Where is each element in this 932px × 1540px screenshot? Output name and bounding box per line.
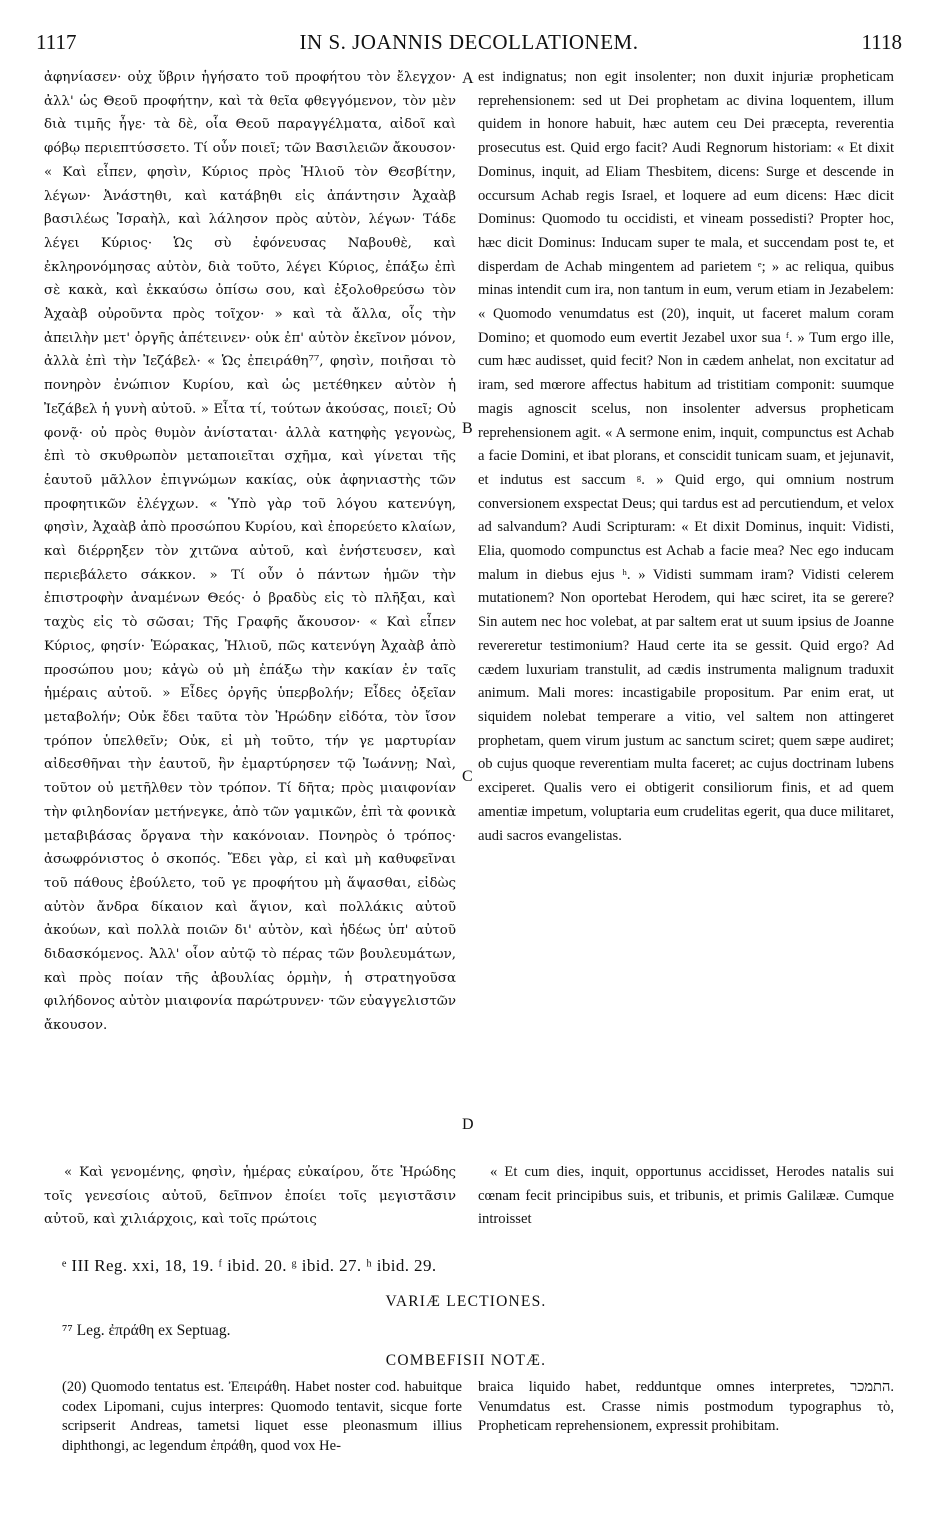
- margin-mark-b: B: [462, 420, 473, 437]
- running-header: [36, 30, 902, 56]
- notes-column-right: braica liquido habet, redduntque omnes interpretes, התמכר. Venumdatus est. Crasse nimis postmodum typographus τὸ, Propheticam reprehensionem, expressit prohibitam.: [478, 1379, 894, 1435]
- greek-column: ἀφηνίασεν· οὐχ ὕβριν ἡγήσατο τοῦ προφήτου τὸν ἔλεγχον· ἀλλ' ὡς Θεοῦ προφήτην, καὶ τὰ θεῖα φθεγγόμενον, τὸν μὲν διὰ τιμῆς ἦγε· τὰ δὲ, οἷα Θεοῦ παραγγέλματα, αἰδοῖ καὶ φόβῳ περιεπτύσσετο. Τί οὖν ποιεῖ; τῶν Βασιλειῶν ἄκουσον· « Καὶ εἶπεν, φησὶν, Κύριος πρὸς Ἠλιοῦ τὸν Θεσβίτην, λέγων· Ἀνάστηθι, καὶ κατάβηθι εἰς ἀπάντησιν Ἀχαὰβ βασιλέως Ἰσραὴλ, καὶ λάλησον πρὸς αὐτὸν, λέγων· Τάδε λέγει Κύριος· Ὡς σὺ ἐφόνευσας Ναβουθὲ, καὶ ἐκληρονόμησας αὐτὸν, διὰ τοῦτο, λέγει Κύριος, ἐπάξω ἐπὶ σὲ κακὰ, καὶ ἐκκαύσω ὀπίσω σου, καὶ ἐξολοθρεύσω τὸν Ἀχαὰβ οὐροῦντα πρὸς τοῖχον· » καὶ τὰ ἄλλα, οἷς τὴν ἀπειλὴν μετ' ὀργῆς ἀπέτεινεν· οὐκ ἐπ' αὐτὸν ἐκεῖνον μόνον, ἀλλὰ ἐπὶ τὴν Ἰεζάβελ· « Ὡς ἐπειράθη⁷⁷, φησὶν, ποιῆσαι τὸ πονηρὸν ἐνώπιον Κυρίου, καὶ ὡς μετέθηκεν αὐτὸν ἡ Ἰεζάβελ ἡ γυνὴ αὐτοῦ. » Εἶτα τί, τούτων ἀκούσας, ποιεῖ; Οὐ φονᾷ· οὐ πρὸς θυμὸν ἀνίσταται· ἀλλὰ κατηφὴς γεγονὼς, ἐπὶ τὸ σκυθρωπὸν μεταποιεῖται σχῆμα, καὶ γίνεται τῆς ἑαυτοῦ μᾶλλον ἐπιγνώμων κακίας, οὐκ ἀφηνιαστὴς τῶν προφητικῶν ἐλέγχων. « Ὑπὸ γὰρ τοῦ λόγου κατενύγη, φησὶν, Ἀχαὰβ ἀπὸ προσώπου Κυρίου, καὶ ἐπορεύετο κλαίων, καὶ διέρρηξεν τὸν χιτῶνα αὐτοῦ, καὶ ἐνήστευσεν, καὶ περιεβάλετο σάκκον. » Τί οὖν ὁ πάντων ἡμῶν τὴν ἐπιστροφὴν ἀναμένων Θεός· ὁ βραδὺς εἰς τὸ πλῆξαι, καὶ ταχὺς εἰς τὸ σῶσαι; Τῆς Γραφῆς ἄκουσον· « Καὶ εἶπεν Κύριος, φησίν· Ἑώρακας, Ἠλιοῦ, πῶς κατενύγη Ἀχαὰβ ἀπὸ προσώπου μου; κἀγὼ οὐ μὴ ἐπάξω τὴν κακίαν ἐν ταῖς ἡμέραις αὐτοῦ. » Εἶδες ὀργῆς ὑπερβολήν; Εἶδες ὀξεῖαν μεταβολήν; Οὐκ ἔδει ταῦτα τὸν Ἡρώδην εἰδότα, τὸν ἴσον τρόπον ὑπελθεῖν; Οὐκ, εἰ μὴ τοῦτο, τήν γε μαρτυρίαν αἰδεσθῆναι τὴν ἑαυτοῦ, ἣν ἐμαρτύρησεν τῷ Ἰωάννῃ; Ναὶ, τοῦτον οὐ μετῆλθεν τὸν τρόπον. Τί δῆτα; πρὸς μιαιφονίαν τὴν φιληδονίαν μετήνεγκε, ἀπὸ τῶν γαμικῶν, ἐπὶ τὰ φονικὰ μεταβιβάσας ὄργανα τὴν κακόνοιαν. Πονηρὸς ὁ τρόπος· ἀσωφρόνιστος ὁ σκοπός. Ἔδει γὰρ, εἰ καὶ μὴ καθυφεῖναι τοῦ πάθους ἐβούλετο, τοῦ γε προφήτου μὴ ἅψασθαι, εἰδὼς αὐτὸν ἄνδρα δίκαιον καὶ ἅγιον, καὶ πολλάκις αὐτοῦ ἀκούων, καὶ πολλὰ ποιῶν δι' αὐτὸν, καὶ ἡδέως ὑπ' αὐτοῦ διδασκόμενος. Ἀλλ' οἷον αὐτῷ τὸ πέρας τῶν βουλευμάτων, καὶ πρὸς ποίαν τῆς ἀβουλίας ὁρμὴν, ἡ στρατηγοῦσα φιλήδονος αὐτὸν μιαιφονία παρώτρυνεν· τῶν εὐαγγελιστῶν ἄκουσον.: [44, 70, 456, 1034]
- varia-heading: VARIÆ LECTIONES.: [385, 1293, 547, 1310]
- varia-lectio: ⁷⁷ Leg. ἐπράθη ex Septuag.: [62, 1322, 231, 1339]
- page-number-right: 1118: [861, 30, 902, 54]
- latin-column: est indignatus; non egit insolenter; non duxit injuriæ propheticam reprehensionem: sed ut Dei prophetam ac divina loquentem, illum quidem in honore habuit, hæc autem ceu Dei præcepta, reverentia prosecutus est. Quid ergo facit? Audi Regnorum historiam: « Et dixit Dominus, inquit, ad Eliam Thesbitem, dicens: Surge et descende in occursum Achab regis Israel, et loquere ad eum dicens: Hæc dicit Dominus: Quomodo tu occidisti, et vineam possedisti? Propter hoc, hæc dicit Dominus: Inducam super te mala, et succendam post te, et disperdam de Achab mingentem ad parietem ᵉ; » ac reliqua, quibus minas intendit cum ira, non tantum in eum, verum etiam in Jezabelem: « Quomodo venumdatus est (20), inquit, ut faceret malum coram Domino; et quomodo eum evertit Jezabel uxor sua ᶠ. » Tum ergo ille, cum hæc audisset, quid fecit? Non in cædem anhelat, non excitatur ad iram, sed mœrore affectus habitum ad tristitiam componit: suumque magis agnoscit scelus, non insolenter adversus propheticam reprehensionem agit. « A sermone enim, inquit, compunctus est Achab a facie Domini, et ibat plorans, et conscidit tunicam suam, et jejunavit, et indutus est saccum ᵍ. » Quid ergo, qui omnium nostrum conversionem exspectat Deus; qui tardus est ad percutiendum, et velox ad salvandum? Audi Scripturam: « Et dixit Dominus, inquit: Vidisti, Elia, quomodo compunctus est Achab a facie mea? Nec ego inducam malum in diebus ejus ʰ. » Vidisti summam iram? Vidisti celerem mutationem? Non oportebat Herodem, qui hæc sciret, ita se gerere? Sin autem nec hoc volebat, at par saltem erat ut suum ipsius de Joanne revereretur testimonium? Haud certe ita se gessit. Quid ergo? Ad cædem luxuriam transtulit, ad cædis instrumenta malignum traduxit animum. Mali mores: incastigabile propositum. Par enim erat, ut siquidem nolebat temperare a vitio, vel saltem non attingeret prophetam, quem virum justum ac sanctum sciret; quem sæpe audiret; ob cujus quoque reverentiam multa faceret; ac cujus doctrinam lubens exciperet. Qualis vero ei obtigerit consiliorum finis, et ad quem amentiæ impetum, voluptaria eum crudelitas egerit, qua duce militaret, audi sacros evangelistas.: [478, 69, 894, 844]
- margin-mark-a: A: [462, 70, 474, 87]
- greek-paragraph-2: « Καὶ γενομένης, φησὶν, ἡμέρας εὐκαίρου, ὅτε Ἡρώδης τοῖς γενεσίοις αὐτοῦ, δεῖπνον ἐποίει τοῖς μεγιστᾶσιν αὐτοῦ, καὶ χιλιάρχοις, καὶ τοῖς πρώτοις: [44, 1165, 456, 1228]
- margin-mark-d: D: [462, 1116, 474, 1133]
- page-title: IN S. JOANNIS DECOLLATIONEM.: [299, 30, 639, 54]
- notes-heading: COMBEFISII NOTÆ.: [385, 1352, 547, 1369]
- latin-paragraph-2: « Et cum dies, inquit, opportunus accidisset, Herodes natalis sui cœnam fecit principibus suis, et tribunis, et primis Galilææ. Cumque introisset: [478, 1164, 894, 1228]
- page-number-left: 1117: [36, 30, 77, 54]
- notes-column-left: (20) Quomodo tentatus est. Ἐπειράθη. Habet noster cod. habuitque codex Lipomani, cujus interpres: Quomodo tentavit, sicque forte scripserit Andreas, tametsi liquet esse pleonasmum illius diphthongi, ac legendum ἐπράθη, quod vox He-: [62, 1379, 462, 1454]
- margin-mark-c: C: [462, 768, 473, 785]
- scripture-references: ᵉ III Reg. xxi, 18, 19. ᶠ ibid. 20. ᵍ ibid. 27. ʰ ibid. 29.: [62, 1256, 437, 1275]
